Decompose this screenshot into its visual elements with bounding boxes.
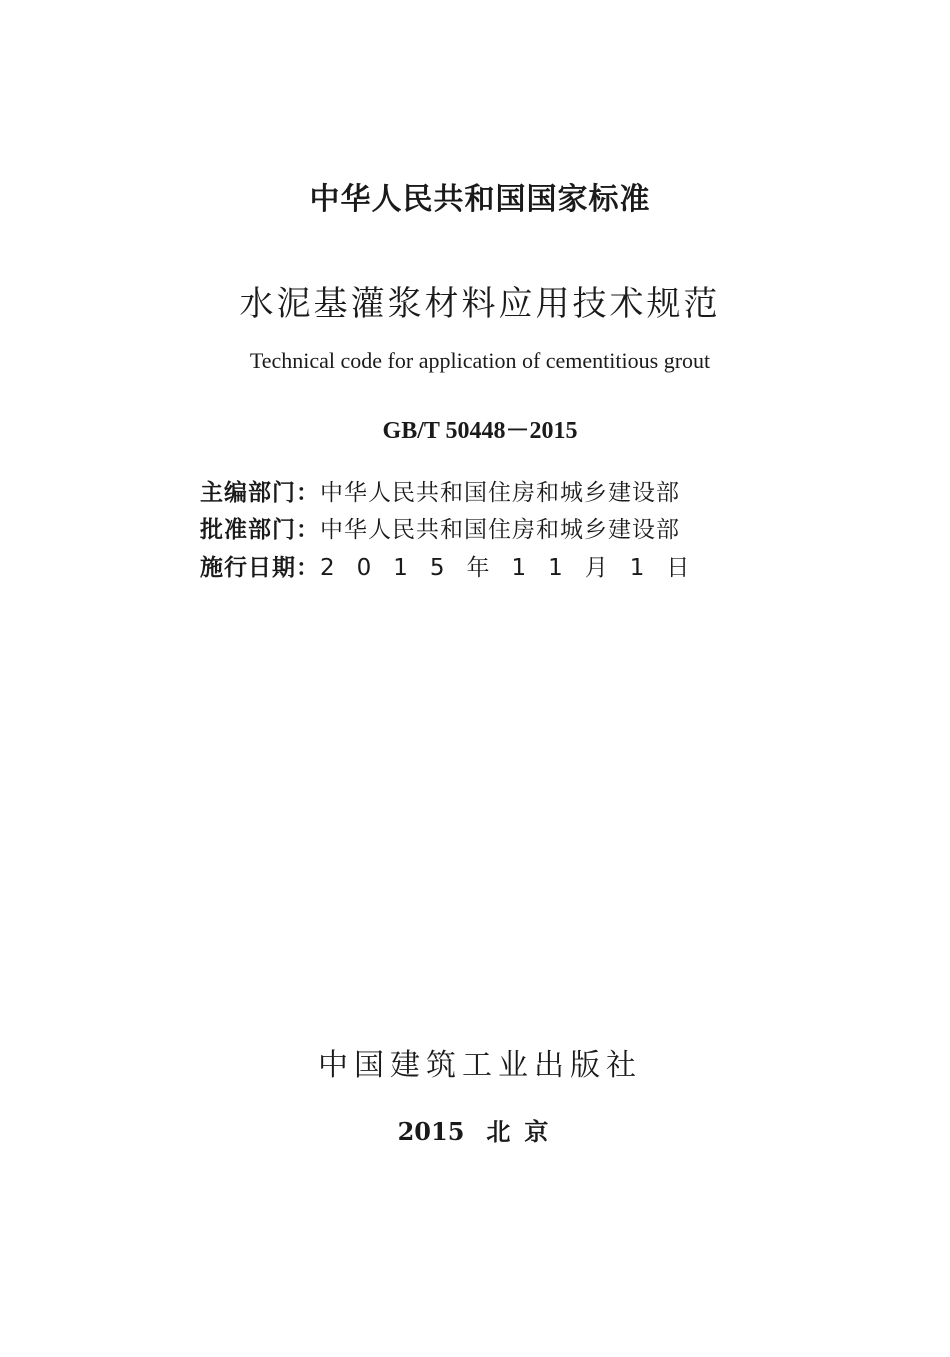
approver-department-label: 批准部门：	[200, 517, 320, 543]
editor-department-value: 中华人民共和国住房和城乡建设部	[320, 480, 680, 506]
chinese-title: 水泥基灌浆材料应用技术规范	[239, 284, 721, 324]
publication-city: 北京	[486, 1117, 563, 1146]
effective-date-value: 2015年11月1日	[320, 555, 712, 581]
publication-year: 2015	[397, 1117, 465, 1146]
editor-department-label: 主编部门：	[200, 480, 320, 506]
effective-date-label: 施行日期：	[200, 555, 320, 581]
standard-code: GB/T 50448－2015	[382, 418, 578, 444]
editor-department-row	[200, 474, 680, 507]
standard-series-heading: 中华人民共和国国家标准	[309, 182, 651, 217]
publisher-name: 中国建筑工业出版社	[318, 1048, 642, 1083]
publication-year-city	[0, 1112, 950, 1147]
approver-department-value: 中华人民共和国住房和城乡建设部	[320, 517, 680, 543]
effective-date-row	[200, 549, 711, 582]
approver-department-row	[200, 511, 680, 544]
english-title: Technical code for application of cementitious grout	[249, 348, 711, 373]
